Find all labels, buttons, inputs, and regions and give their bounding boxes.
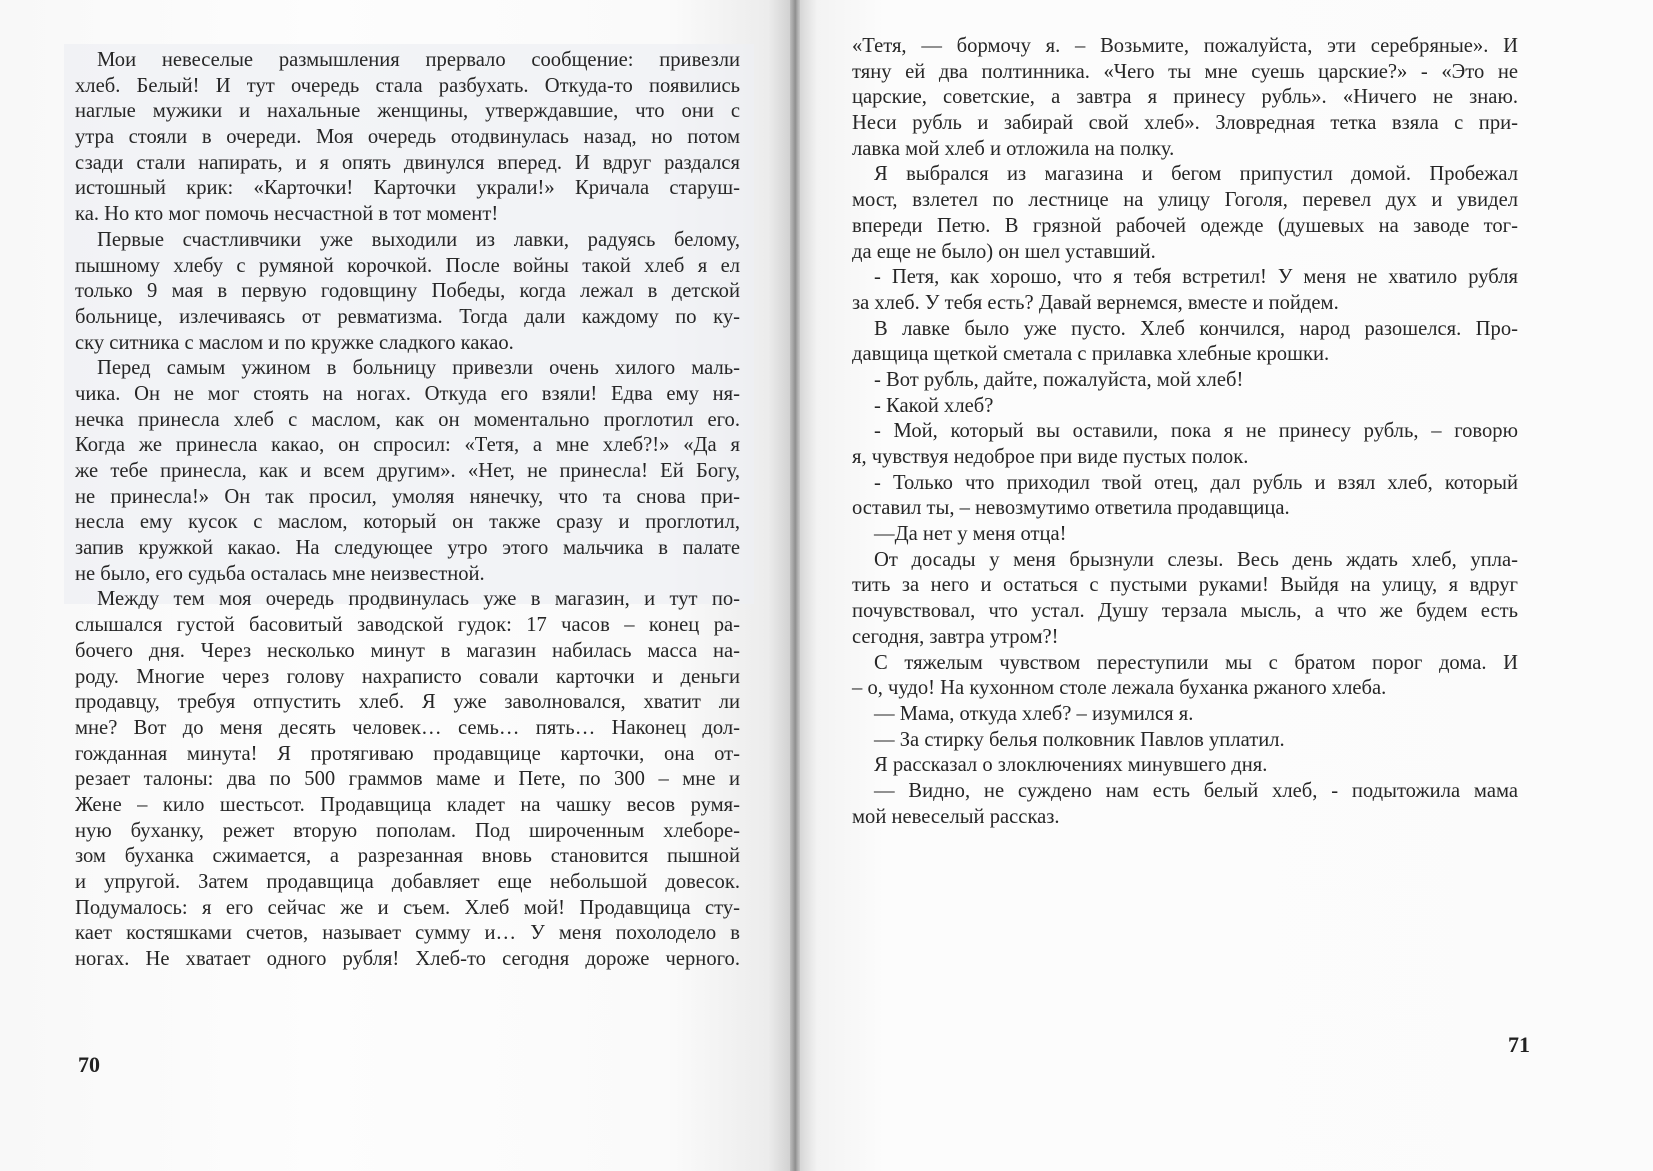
text-line: ка. Но кто мог помочь несчастной в тот момент! — [75, 203, 499, 226]
text-line: же тебе принесла, как и всем другим». «Нет, не принесла! Ей Богу, — [75, 460, 740, 482]
text-line: мне? Вот до меня десять человек… семь… пять… Наконец дол- — [75, 716, 740, 739]
text-line: Первые счастливчики уже выходили из лавки, радуясь белому, — [97, 228, 740, 251]
text-line: — За стирку белья полковник Павлов уплатил. — [874, 728, 1285, 751]
text-line: чика. Он не мог стоять на ногах. Откуда его взяли! Едва ему ня- — [75, 382, 740, 405]
text-line: - Петя, как хорошо, что я тебя встретил! У меня не хватило рубля — [874, 266, 1518, 289]
text-line: да еще не было) он шел уставший. — [852, 240, 1156, 263]
page-number-left: 70 — [78, 1052, 100, 1077]
right-page — [800, 0, 1653, 1171]
text-line: – о, чудо! На кухонном столе лежала буханка ржаного хлеба. — [852, 677, 1387, 700]
text-line: Перед самым ужином в больницу привезли очень хилого маль- — [97, 357, 740, 380]
text-line: резает талоны: два по 500 граммов маме и Пете, по 300 – мне и — [75, 768, 740, 791]
text-line: С тяжелым чувством переступили мы с братом порог дома. И — [874, 651, 1518, 674]
text-line: хлеб. Белый! И тут очередь стала разбухать. Откуда-то появились — [75, 74, 740, 97]
right-page-body — [852, 34, 1518, 830]
text-line: запив кружкой какао. На следующее утро этого мальчика в палате — [75, 537, 740, 560]
text-line: сзади стали напирать, и я опять двинулся вперед. И вдруг раздался — [75, 151, 740, 174]
text-line: «Тетя, — бормочу я. – Возьмите, пожалуйста, эти серебряные». И — [852, 35, 1518, 57]
text-line: кает костяшками счетов, называет сумму и… У меня похолодело в — [75, 922, 740, 945]
text-line: не принесла!» Он так просил, умоляя нянечку, что та снова при- — [75, 485, 740, 508]
text-line: царские, советские, а завтра я принесу рубль». «Ничего не знаю. — [852, 86, 1518, 109]
text-line: лавка мой хлеб и отложила на полку. — [852, 137, 1175, 160]
text-line: - Вот рубль, дайте, пожалуйста, мой хлеб! — [874, 368, 1244, 391]
text-line: зом буханка сжимается, а разрезанная вновь становится пышной — [75, 845, 740, 868]
text-line: почувствовал, что устал. Душу терзала мысль, а что же будем есть — [852, 600, 1518, 623]
text-line: только 9 мая в первую годовщину Победы, когда лежал в детской — [75, 280, 740, 303]
text-line: мой невеселый рассказ. — [852, 805, 1060, 828]
text-line: утра стояли в очереди. Моя очередь отодвинулась назад, но потом — [75, 126, 740, 149]
text-line: Между тем моя очередь продвинулась уже в магазин, и тут по- — [97, 588, 740, 611]
text-line: В лавке было уже пусто. Хлеб кончился, народ разошелся. Про- — [874, 317, 1518, 340]
text-line: истошный крик: «Карточки! Карточки украли!» Кричала старуш- — [75, 177, 740, 200]
text-line: ску ситника с маслом и по кружке сладкого какао. — [75, 331, 514, 354]
text-line: - Мой, который вы оставили, пока я не принесу рубль, – говорю — [874, 420, 1518, 443]
text-line: и упругой. Затем продавщица добавляет еще небольшой довесок. — [75, 871, 740, 893]
text-line: тить за него и остаться с пустыми руками! Выйдя на улицу, я вдруг — [852, 574, 1518, 597]
text-line: — Мама, откуда хлеб? – изумился я. — [874, 702, 1194, 725]
text-line: Неси рубль и забирай свой хлеб». Зловредная тетка взяла с при- — [852, 112, 1518, 135]
text-line: ную буханку, режет вторую пополам. Под широченным хлеборе- — [75, 819, 740, 842]
text-line: Мои невеселые размышления прервало сообщение: привезли — [97, 49, 740, 71]
text-line: роду. Многие через голову нахраписто совали карточки и деньги — [75, 665, 740, 688]
text-line: - Только что приходил твой отец, дал рубль и взял хлеб, который — [874, 471, 1518, 494]
text-line: — Видно, не суждено нам есть белый хлеб, - подытожила мама — [874, 779, 1518, 802]
text-line: давщица щеткой сметала с прилавка хлебные крошки. — [852, 343, 1330, 366]
text-line: мост, взлетел по лестнице на улицу Гоголя, перевел дух и увидел — [852, 189, 1518, 212]
text-line: за хлеб. У тебя есть? Давай вернемся, вместе и пойдем. — [852, 291, 1339, 314]
text-line: сегодня, завтра утром?! — [852, 625, 1059, 648]
text-line: От досады у меня брызнули слезы. Весь день ждать хлеб, упла- — [874, 548, 1518, 571]
text-line: я, чувствуя недоброе при виде пустых полок. — [852, 446, 1249, 468]
text-line: ногах. Не хватает одного рубля! Хлеб-то сегодня дороже черного. — [75, 948, 740, 971]
text-line: не было, его судьба осталась мне неизвестной. — [75, 562, 485, 585]
text-line: пышному хлебу с румяной корочкой. После войны такой хлеб я ел — [75, 254, 740, 277]
page-number-right: 71 — [1508, 1032, 1530, 1057]
text-line: больнице, излечиваясь от ревматизма. Тогда дали каждому по ку- — [75, 305, 740, 328]
text-line: слышался густой басовитый заводской гудок: 17 часов – конец ра- — [75, 614, 740, 637]
text-line: - Какой хлеб? — [874, 394, 994, 417]
left-page-body — [75, 48, 740, 973]
text-line: гожданная минута! Я протягиваю продавщице карточки, она от- — [75, 742, 740, 765]
text-line: Я выбрался из магазина и бегом припустил домой. Пробежал — [874, 163, 1518, 186]
text-line: Когда же принесла какао, он спросил: «Тетя, а мне хлеб?!» «Да я — [75, 434, 740, 457]
text-line: Жене – кило шестьсот. Продавщица кладет на чашку весов румя- — [75, 793, 740, 816]
text-line: бочего дня. Через несколько минут в магазин набилась масса на- — [75, 639, 740, 662]
text-line: —Да нет у меня отца! — [874, 523, 1067, 546]
text-line: наглые мужики и нахальные женщины, утверждавшие, что они с — [75, 100, 740, 123]
text-line: Я рассказал о злоключениях минувшего дня. — [874, 754, 1268, 777]
text-line: продавцу, требуя отпустить хлеб. Я уже заволновался, хватит ли — [75, 691, 740, 714]
left-page — [0, 0, 792, 1171]
text-line: тяну ей два полтинника. «Чего ты мне суешь царские?» - «Это не — [852, 60, 1518, 83]
text-line: оставил ты, – невозмутимо ответила продавщица. — [852, 497, 1290, 520]
text-line: нечка принесла хлеб с маслом, как он моментально проглотил его. — [75, 408, 740, 431]
text-line: Подумалось: я его сейчас же и съем. Хлеб мой! Продавщица сту- — [75, 896, 740, 919]
text-line: впереди Петю. В грязной рабочей одежде (душевых на заводе тог- — [852, 214, 1518, 237]
text-line: несла ему кусок с маслом, который он также сразу и проглотил, — [75, 511, 740, 534]
